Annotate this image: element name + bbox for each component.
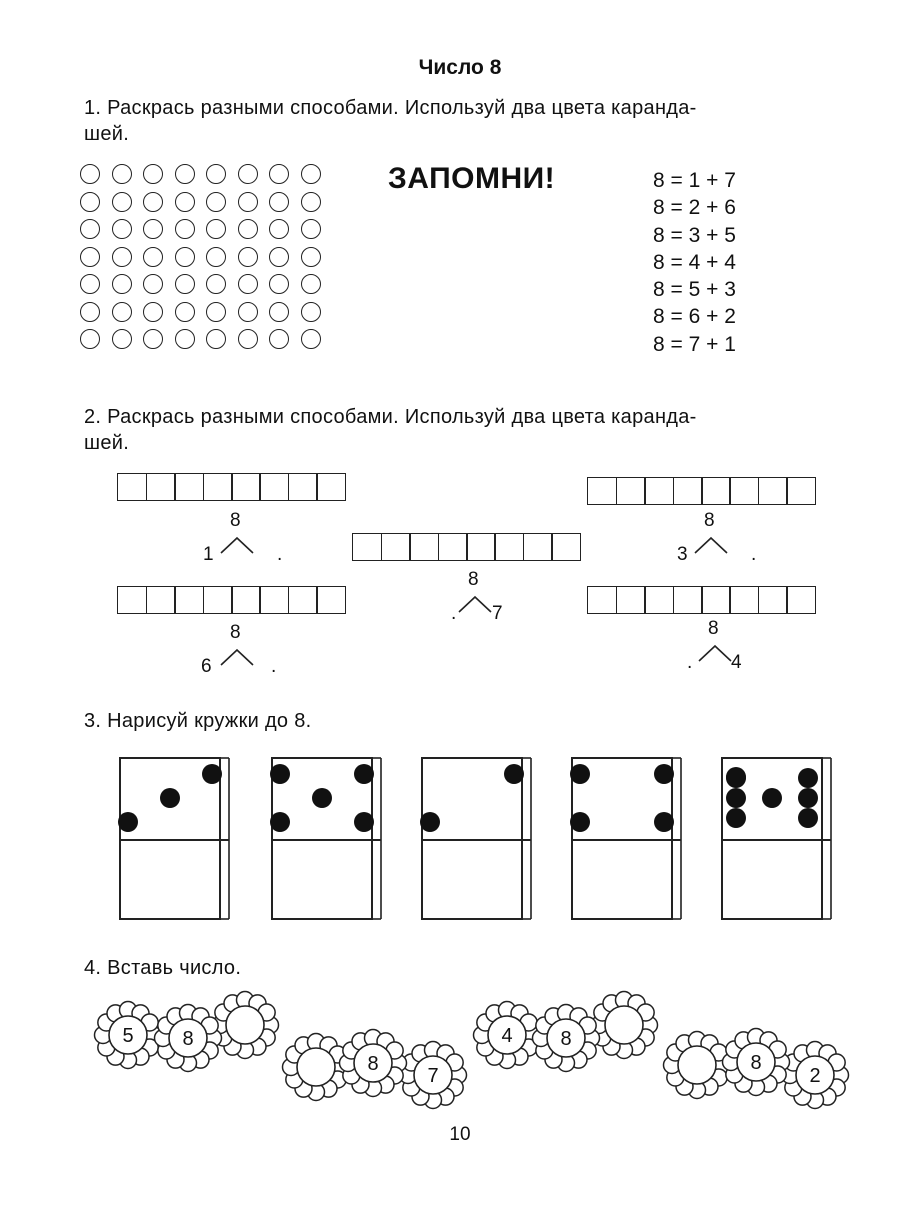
flower-center[interactable] xyxy=(226,1006,264,1044)
flower-number: 8 xyxy=(560,1028,572,1050)
tree-part-left[interactable]: . xyxy=(451,603,457,624)
task-4-text: 4. Вставь число. xyxy=(84,957,242,979)
flower-number: 2 xyxy=(809,1065,821,1087)
equation: 8 = 5 + 3 xyxy=(653,278,736,302)
tree-whole: 8 xyxy=(708,618,719,639)
tree-whole: 8 xyxy=(230,622,241,643)
tree-whole: 8 xyxy=(468,569,479,590)
flower xyxy=(155,1005,222,1072)
equation: 8 = 2 + 6 xyxy=(653,196,736,220)
flower xyxy=(782,1042,849,1109)
flower xyxy=(591,992,658,1059)
flower-center[interactable] xyxy=(678,1046,716,1084)
equation: 8 = 1 + 7 xyxy=(653,169,736,192)
flower xyxy=(212,992,279,1059)
tree-whole: 8 xyxy=(704,510,715,531)
flower-number: 5 xyxy=(122,1025,134,1047)
flower xyxy=(664,1032,731,1099)
flower xyxy=(723,1029,790,1096)
tree-part-right[interactable]: . xyxy=(277,544,283,565)
remember-heading: ЗАПОМНИ! xyxy=(388,162,556,195)
flower xyxy=(533,1005,600,1072)
page-number: 10 xyxy=(449,1124,471,1145)
tree-part-left[interactable]: 1 xyxy=(203,544,214,565)
flower xyxy=(283,1034,350,1101)
task-2-line-2: шей. xyxy=(84,432,130,454)
tree-part-right[interactable]: 7 xyxy=(492,603,503,624)
tree-part-right[interactable]: 4 xyxy=(731,652,742,673)
flower-center[interactable] xyxy=(297,1048,335,1086)
tree-part-right[interactable]: . xyxy=(751,544,757,565)
flower-number: 7 xyxy=(427,1065,439,1087)
flower-center[interactable] xyxy=(605,1006,643,1044)
task-1-line-1: 1. Раскрась разными способами. Используй два цвета каранда- xyxy=(84,97,697,119)
flower xyxy=(340,1030,407,1097)
tree-part-left[interactable]: 3 xyxy=(677,544,688,565)
task-3-text: 3. Нарисуй кружки до 8. xyxy=(84,710,312,732)
task-2-line-1: 2. Раскрась разными способами. Используй два цвета каранда- xyxy=(84,406,697,428)
page-title: Число 8 xyxy=(418,56,502,79)
tree-part-right[interactable]: . xyxy=(271,656,277,677)
equation: 8 = 7 + 1 xyxy=(653,332,736,356)
flower-number: 8 xyxy=(367,1053,379,1075)
tree-part-left[interactable]: . xyxy=(687,652,693,673)
tree-part-left[interactable]: 6 xyxy=(201,656,212,677)
tree-whole: 8 xyxy=(230,510,241,531)
equation: 8 = 4 + 4 xyxy=(653,250,736,274)
flower-number: 8 xyxy=(182,1028,194,1050)
task-1-line-2: шей. xyxy=(84,123,130,145)
flower xyxy=(474,1002,541,1069)
equation: 8 = 6 + 2 xyxy=(653,305,736,329)
flower xyxy=(95,1002,162,1069)
flower xyxy=(400,1042,467,1109)
flower-number: 4 xyxy=(501,1025,513,1047)
equation: 8 = 3 + 5 xyxy=(653,223,736,247)
flower-number: 8 xyxy=(750,1052,762,1074)
